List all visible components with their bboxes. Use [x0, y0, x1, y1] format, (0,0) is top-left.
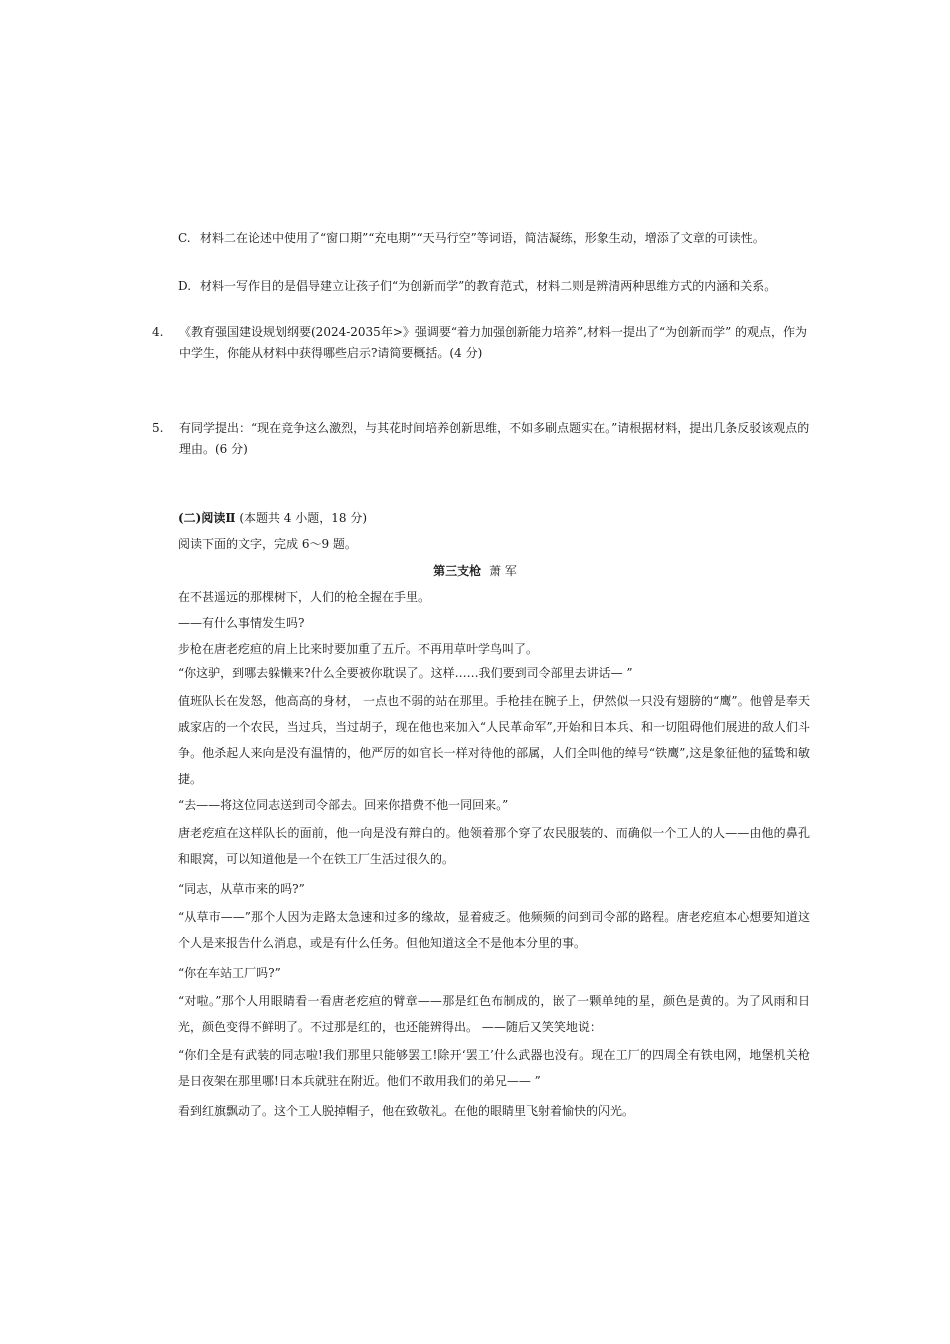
section-heading [178, 508, 810, 529]
option-text: 材料一写作目的是倡导建立让孩子们“为创新而学”的教育范式，材料二则是辨清两种思维方式的内涵和关系。 [200, 279, 777, 293]
story-paragraph: “同志，从草市来的吗?” [178, 882, 305, 896]
story-paragraph: “你们全是有武装的同志啦!我们那里只能够罢工!除开‘罢工’什么武器也没有。现在工厂的四周全有铁电网，地堡机关枪是日夜架在那里哪!日本兵就驻在附近。他们不敢用我们的弟兄—— ” [178, 1048, 810, 1088]
question-text: 《教育强国建设规划纲要(2024-2035年>》强调要“着力加强创新能力培养”,材料一提出了“为创新而学” 的观点，作为中学生，你能从材料中获得哪些启示?请简要概括。(4 分) [179, 325, 808, 360]
question-text: 有同学提出：“现在竞争这么激烈，与其花时间培养创新思维，不如多刷点题实在。”请根据材料，提出几条反驳该观点的理由。(6 分) [179, 421, 810, 456]
question-4 [152, 322, 812, 364]
story-paragraph: 唐老疙疸在这样队长的面前，他一向是没有辩白的。他领着那个穿了农民服装的、而确似一个工人的人——由他的鼻孔和眼窝，可以知道他是一个在铁工厂生活过很久的。 [178, 826, 810, 866]
option-label: D. [178, 279, 192, 293]
story-paragraph: “你这驴，到哪去躲懒来?什么全要被你耽误了。这样……我们要到司令部里去讲话— ” [178, 666, 633, 680]
section-instruction: 阅读下面的文字，完成 6～9 题。 [178, 537, 357, 551]
option-label: C. [178, 231, 191, 245]
question-number: 4. [152, 325, 164, 339]
story-paragraph: 步枪在唐老疙疸的肩上比来时要加重了五斤。不再用草叶学鸟叫了。 [178, 642, 539, 656]
section-note: (本题共 4 小题，18 分) [239, 511, 368, 525]
story-paragraph: 值班队长在发怒，他高高的身材， 一点也不弱的站在那里。手枪挂在腕子上，伊然似一只没有翅膀的“鹰”。他曾是奉天戚家店的一个农民，当过兵，当过胡子，现在他也来加入“人民革命军”,开始和日本兵、和一切阻碍他们展进的敌人们斗争。他杀起人来向是没有温情的，他严厉的如官长一样对待他的部属，人们全叫他的绰号“铁鹰”,这是象征他的猛鸷和敏捷。 [178, 694, 810, 786]
story-paragraph: “对啦。”那个人用眼睛看一看唐老疙疸的臂章——那是红色布制成的，嵌了一颗单纯的星，颜色是黄的。为了风雨和日光，颜色变得不鲜明了。不过那是红的，也还能辨得出。 ——随后又笑笑地说： [178, 994, 810, 1034]
option-text: 材料二在论述中使用了“窗口期”“充电期”“天马行空”等词语，简洁凝练，形象生动，增添了文章的可读性。 [200, 231, 765, 245]
story-author: 萧 军 [489, 564, 517, 578]
story-paragraph: “从草市——”那个人因为走路太急速和过多的缘故，显着疲乏。他频频的问到司令部的路程。唐老疙疸本心想要知道这个人是来报告什么消息，或是有什么任务。但他知道这全不是他本分里的事。 [178, 910, 810, 950]
story-paragraph: “你在车站工厂吗?” [178, 966, 281, 980]
question-5 [152, 418, 812, 460]
option-d [178, 276, 810, 297]
section-title: (二)阅读Ⅱ [178, 511, 236, 525]
story-paragraph: ——有什么事情发生吗? [178, 616, 305, 630]
option-c [178, 228, 810, 249]
question-number: 5. [152, 421, 164, 435]
story-paragraph: 看到红旗飘动了。这个工人脱掉帽子，他在致敬礼。在他的眼睛里飞射着愉快的闪光。 [178, 1104, 635, 1118]
story-title: 第三支枪 [433, 564, 482, 578]
story-paragraph: “去——将这位同志送到司令部去。回来你措费不他一同回来。” [178, 798, 509, 812]
story-title-line [0, 561, 950, 582]
story-paragraph: 在不甚遥远的那棵树下，人们的枪全握在手里。 [178, 590, 431, 604]
